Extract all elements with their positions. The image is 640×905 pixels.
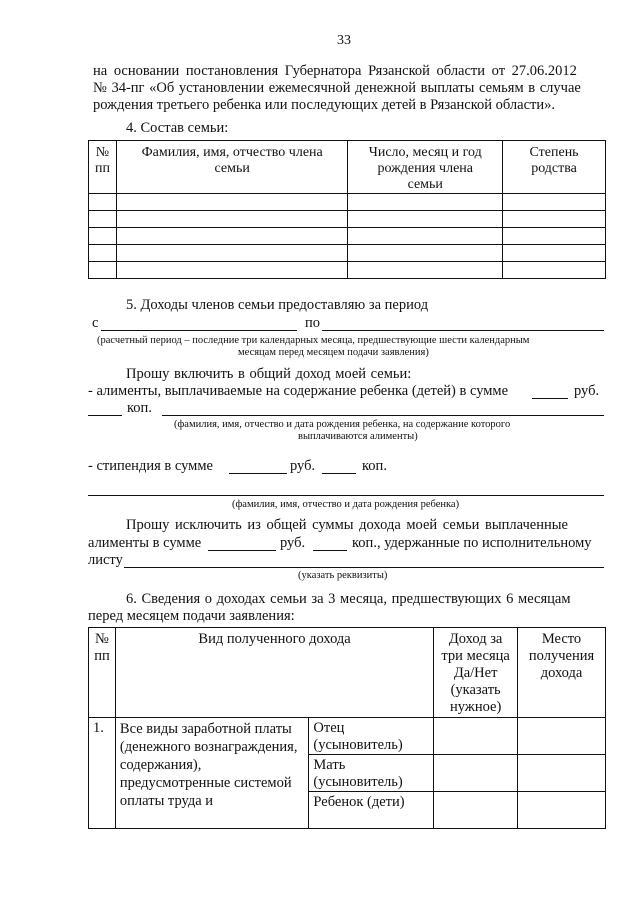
table-row[interactable]: [89, 211, 606, 228]
exclude-details-field[interactable]: [124, 567, 604, 568]
row-number: 1.: [89, 718, 116, 829]
alimony-child-field[interactable]: [162, 415, 604, 416]
col-relation-header: Степень родства: [503, 141, 606, 194]
income-table: [88, 627, 606, 829]
stipend-label: - стипендия в сумме: [88, 458, 213, 474]
income-col-num-header: № пп: [89, 628, 116, 718]
period-note-1: (расчетный период – последние три календарных месяца, предшествующие шести календарным: [97, 335, 530, 346]
exclude-kop-field[interactable]: [313, 550, 347, 551]
income-cell[interactable]: [434, 755, 518, 792]
exclude-line-1: Прошу исключить из общей суммы дохода моей семьи выплаченные: [126, 517, 568, 533]
alimony-note-1: (фамилия, имя, отчество и дата рождения ребенка, на содержание которого: [174, 419, 511, 430]
col-num-header: № пп: [89, 141, 117, 194]
exclude-rub-label: руб.: [280, 535, 306, 551]
intro-line-1: на основании постановления Губернатора Рязанской области от 27.06.2012: [93, 63, 577, 79]
income-col-place-header: Место получения дохода: [518, 628, 606, 718]
period-from-label: с: [92, 315, 99, 331]
table-row[interactable]: [89, 245, 606, 262]
income-cell[interactable]: [434, 718, 518, 755]
alimony-rub-label: руб.: [574, 383, 600, 399]
exclude-line-3: листу: [88, 552, 123, 568]
stipend-kop-field[interactable]: [322, 473, 356, 474]
member-mother: Мать (усыновитель): [309, 755, 434, 792]
place-cell[interactable]: [518, 792, 606, 829]
stipend-kop-label: коп.: [362, 458, 387, 474]
intro-line-2: № 34-пг «Об установлении ежемесячной денежной выплаты семьям в случае: [93, 80, 581, 96]
period-to-field[interactable]: [322, 330, 604, 331]
section6-heading-2: перед месяцем подачи заявления:: [88, 608, 295, 624]
table-row[interactable]: [89, 262, 606, 279]
alimony-line: - алименты, выплачиваемые на содержание ребенка (детей) в сумме: [88, 383, 509, 399]
section5-heading: 5. Доходы членов семьи предоставляю за период: [126, 297, 429, 313]
stipend-rub-field[interactable]: [229, 473, 287, 474]
table-row[interactable]: [89, 228, 606, 245]
stipend-rub-label: руб.: [290, 458, 316, 474]
alimony-rub-field[interactable]: [532, 398, 568, 399]
stipend-child-field[interactable]: [88, 495, 604, 496]
exclude-rub-field[interactable]: [208, 550, 276, 551]
col-name-header: Фамилия, имя, отчество члена семьи: [116, 141, 347, 194]
table-row[interactable]: [89, 194, 606, 211]
table-row: [89, 718, 606, 755]
income-col-type-header: Вид полученного дохода: [115, 628, 433, 718]
alimony-kop-label: коп.: [127, 400, 152, 416]
alimony-note-2: выплачиваются алименты): [298, 431, 418, 442]
income-cell[interactable]: [434, 792, 518, 829]
col-dob-header: Число, месяц и год рождения члена семьи: [348, 141, 503, 194]
period-note-2: месяцам перед месяцем подачи заявления): [238, 347, 429, 358]
place-cell[interactable]: [518, 718, 606, 755]
income-col-received-header: Доход за три месяца Да/Нет (указать нужное): [434, 628, 518, 718]
section4-heading: 4. Состав семьи:: [126, 120, 229, 136]
exclude-line-2-prefix: алименты в сумме: [88, 535, 202, 551]
page-number: 33: [337, 33, 351, 48]
family-table: [88, 140, 606, 279]
place-cell[interactable]: [518, 755, 606, 792]
exclude-line-2-suffix: коп., удержанные по исполнительному: [352, 535, 592, 551]
alimony-kop-field[interactable]: [88, 415, 122, 416]
member-child: Ребенок (дети): [309, 792, 434, 829]
include-heading: Прошу включить в общий доход моей семьи:: [126, 366, 412, 382]
stipend-note: (фамилия, имя, отчество и дата рождения ребенка): [232, 499, 460, 510]
period-from-field[interactable]: [101, 330, 297, 331]
section6-heading-1: 6. Сведения о доходах семьи за 3 месяца, предшествующих 6 месяцам: [126, 591, 571, 607]
period-to-label: по: [305, 315, 321, 331]
exclude-note: (указать реквизиты): [298, 570, 388, 581]
member-father: Отец (усыновитель): [309, 718, 434, 755]
intro-line-3: рождения третьего ребенка или последующих детей в Рязанской области».: [93, 97, 555, 113]
income-type-desc: Все виды заработной платы (денежного вознаграждения, содержания), предусмотренные системой оплаты труда и: [115, 718, 308, 829]
